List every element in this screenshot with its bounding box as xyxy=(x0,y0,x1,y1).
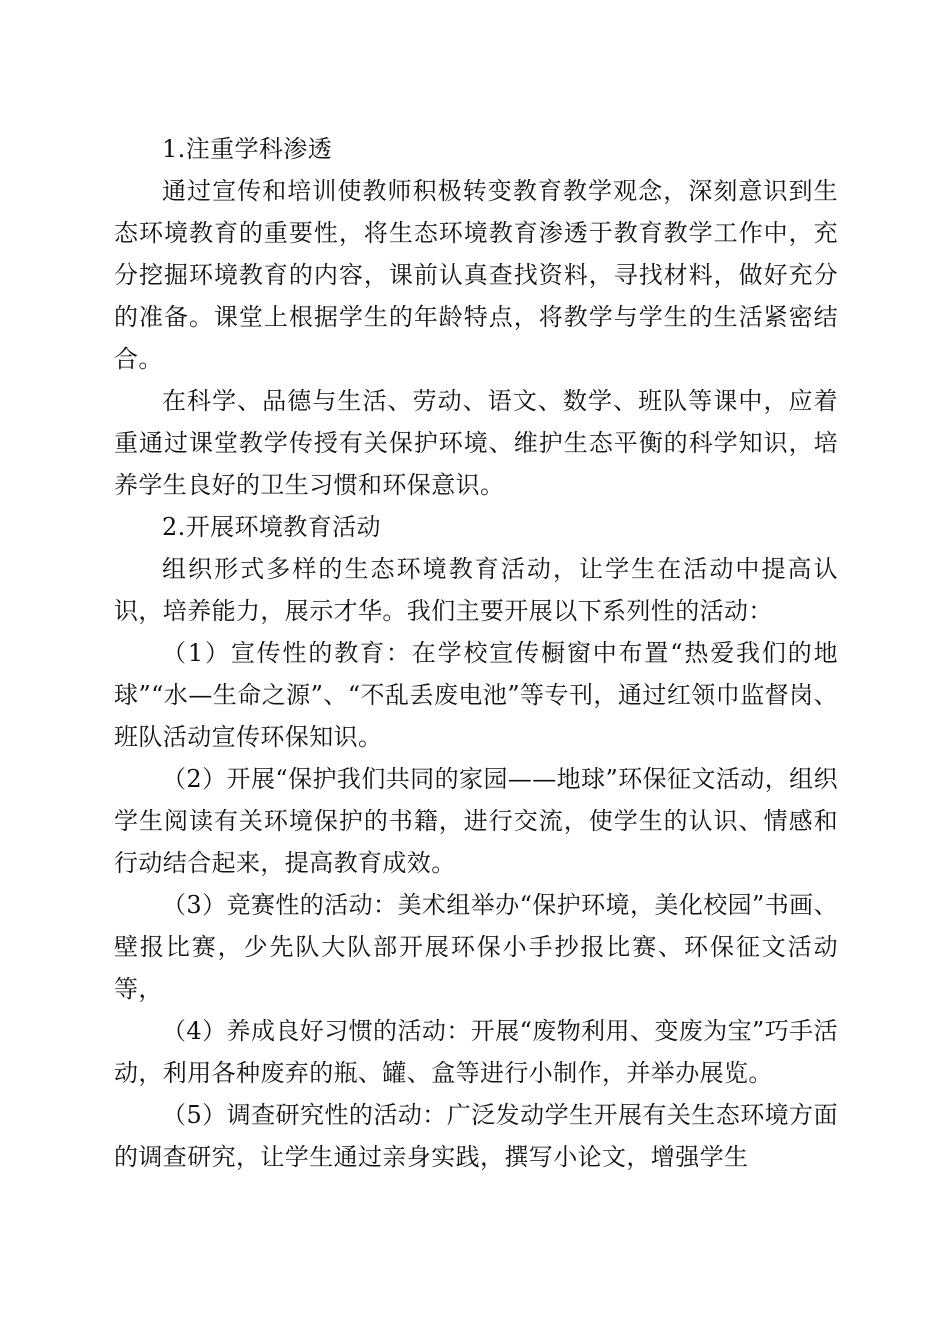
paragraph: 在科学、品德与生活、劳动、语文、数学、班队等课中，应着重通过课堂教学传授有关保护环境、维护生态平衡的科学知识，培养学生良好的卫生习惯和环保意识。 xyxy=(114,387,838,499)
list-item: （1）宣传性的教育：在学校宣传橱窗中布置“热爱我们的地球”“水—生命之源”、“不乱丢废电池”等专刊，通过红领巾监督岗、班队活动宣传环保知识。 xyxy=(114,639,838,751)
document-body xyxy=(114,128,838,1178)
section-heading-1: 1.注重学科渗透 xyxy=(162,135,333,163)
list-item: （4）养成良好习惯的活动：开展“废物利用、变废为宝”巧手活动，利用各种废弃的瓶、罐、盒等进行小制作，并举办展览。 xyxy=(114,1017,838,1087)
list-item: （3）竞赛性的活动：美术组举办“保护环境，美化校园”书画、壁报比赛，少先队大队部开展环保小手抄报比赛、环保征文活动等， xyxy=(114,891,838,1003)
list-item: （5）调查研究性的活动：广泛发动学生开展有关生态环境方面的调查研究，让学生通过亲身实践，撰写小论文，增强学生 xyxy=(114,1101,838,1171)
section-heading-2: 2.开展环境教育活动 xyxy=(162,513,381,541)
paragraph: 通过宣传和培训使教师积极转变教育教学观念，深刻意识到生态环境教育的重要性，将生态环境教育渗透于教育教学工作中，充分挖掘环境教育的内容，课前认真查找资料，寻找材料，做好充分的准备。课堂上根据学生的年龄特点，将教学与学生的生活紧密结合。 xyxy=(114,177,838,373)
paragraph: 组织形式多样的生态环境教育活动，让学生在活动中提高认识，培养能力，展示才华。我们主要开展以下系列性的活动： xyxy=(114,555,838,625)
list-item: （2）开展“保护我们共同的家园——地球”环保征文活动，组织学生阅读有关环境保护的书籍，进行交流，使学生的认识、情感和行动结合起来，提高教育成效。 xyxy=(114,765,838,877)
